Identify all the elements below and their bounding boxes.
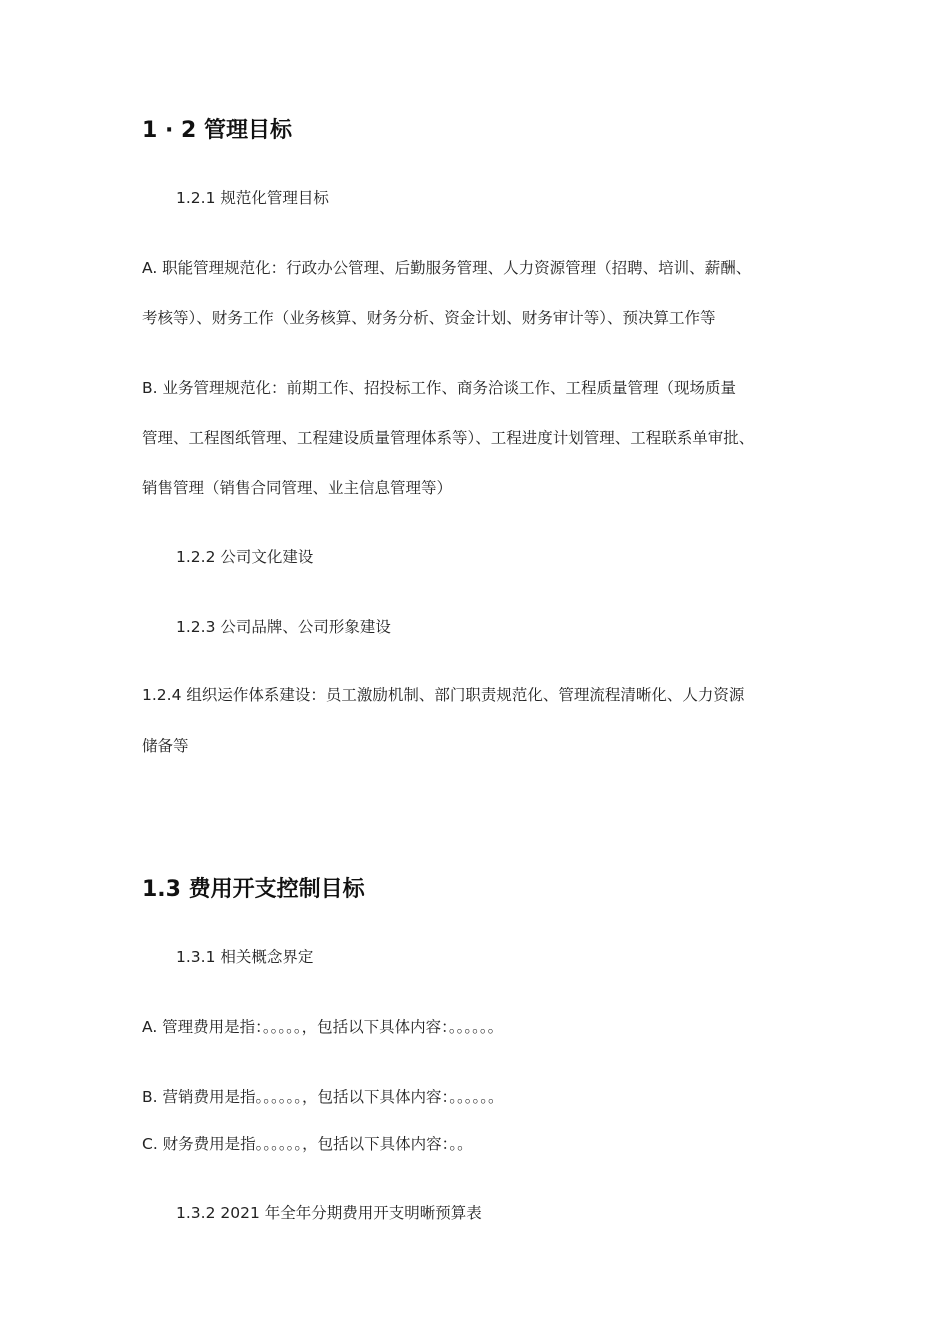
paragraph-organization-system-line-1: 1.2.4 组织运作体系建设：员工激励机制、部门职责规范化、管理流程清晰化、人力资源 — [142, 686, 745, 704]
subsection-standardized-management: 1.2.1 规范化管理目标 — [176, 189, 329, 207]
paragraph-item-b-line-3: 销售管理（销售合同管理、业主信息管理等） — [142, 479, 453, 497]
subsection-company-brand: 1.2.3 公司品牌、公司形象建设 — [176, 618, 391, 636]
paragraph-item-a-line-2: 考核等）、财务工作（业务核算、财务分析、资金计划、财务审计等）、预决算工作等 — [142, 309, 716, 327]
paragraph-marketing-expense: B. 营销费用是指。。。。。。，包括以下具体内容：。。。。。。 — [142, 1088, 504, 1106]
paragraph-management-expense: A. 管理费用是指：。。。。。，包括以下具体内容：。。。。。。 — [142, 1018, 504, 1036]
paragraph-item-a-line-1: A. 职能管理规范化：行政办公管理、后勤服务管理、人力资源管理（招聘、培训、薪酬、 — [142, 259, 752, 277]
paragraph-item-b-line-1: B. 业务管理规范化：前期工作、招投标工作、商务洽谈工作、工程质量管理（现场质量 — [142, 379, 736, 397]
section-heading-expense-control: 1.3 费用开支控制目标 — [142, 877, 365, 902]
paragraph-organization-system-line-2: 储备等 — [142, 737, 189, 755]
section-heading-management-goals: 1 · 2 管理目标 — [142, 118, 292, 143]
paragraph-financial-expense: C. 财务费用是指。。。。。。，包括以下具体内容：。。 — [142, 1135, 473, 1153]
paragraph-item-b-line-2: 管理、工程图纸管理、工程建设质量管理体系等）、工程进度计划管理、工程联系单审批、 — [142, 429, 755, 447]
subsection-budget-table: 1.3.2 2021 年全年分期费用开支明晰预算表 — [176, 1204, 482, 1222]
subsection-company-culture: 1.2.2 公司文化建设 — [176, 548, 314, 566]
subsection-concept-definition: 1.3.1 相关概念界定 — [176, 948, 314, 966]
